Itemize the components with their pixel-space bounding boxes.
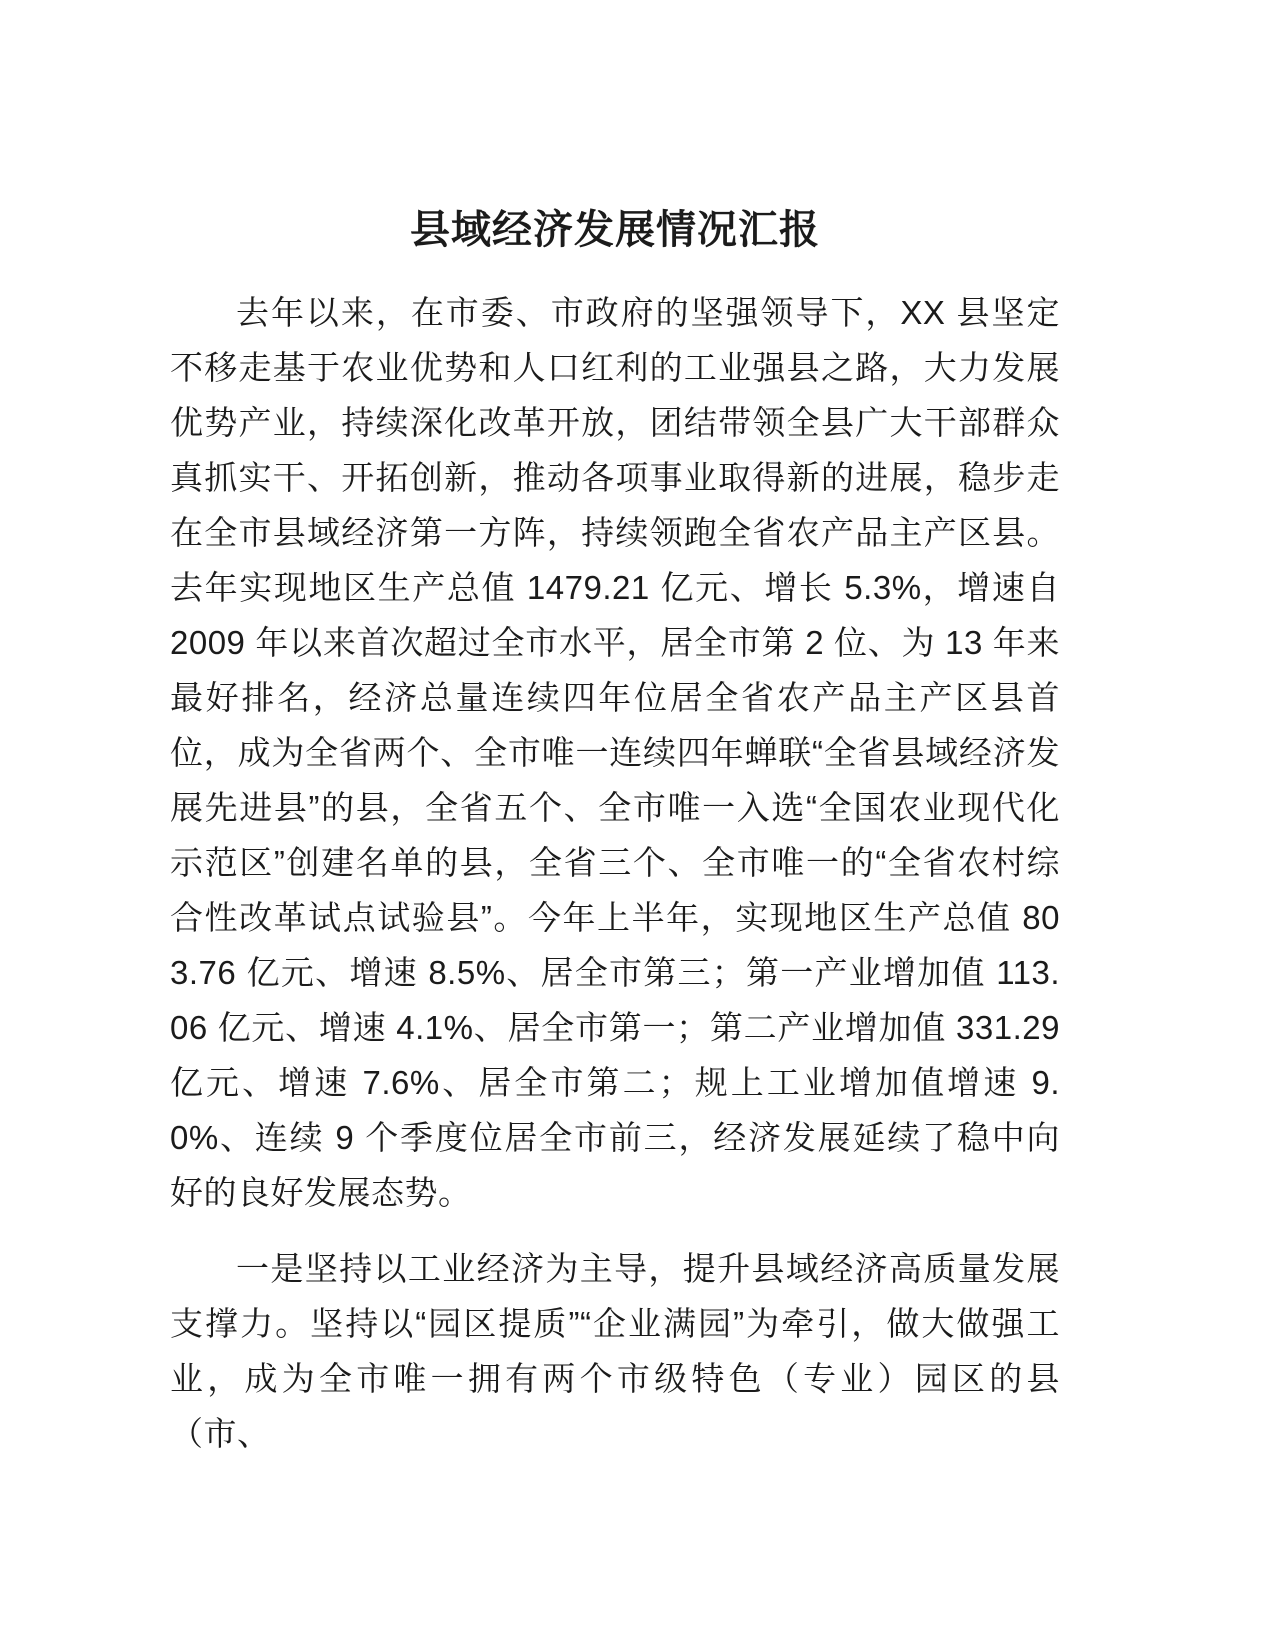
paragraph-1: 去年以来，在市委、市政府的坚强领导下，XX 县坚定不移走基于农业优势和人口红利的工业强县之路，大力发展优势产业，持续深化改革开放，团结带领全县广大干部群众真抓实干、开拓创新，推动各项事业取得新的进展，稳步走在全市县域经济第一方阵，持续领跑全省农产品主产区县。去年实现地区生产总值 1479.21 亿元、增长 5.3%，增速自 2009 年以来首次超过全市水平，居全市第 2 位、为 13 年来最好排名，经济总量连续四年位居全省农产品主产区县首位，成为全省两个、全市唯一连续四年蝉联“全省县域经济发展先进县”的县，全省五个、全市唯一入选“全国农业现代化示范区”创建名单的县，全省三个、全市唯一的“全省农村综合性改革试点试验县”。今年上半年，实现地区生产总值 803.76 亿元、增速 8.5%、居全市第三；第一产业增加值 113.06 亿元、增速 4.1%、居全市第一；第二产业增加值 331.29 亿元、增速 7.6%、居全市第二；规上工业增加值增速 9.0%、连续 9 个季度位居全市前三，经济发展延续了稳中向好的良好发展态势。 bbox=[170, 294, 1060, 1211]
document-body bbox=[170, 285, 1060, 1461]
document-title: 县域经济发展情况汇报 bbox=[410, 208, 820, 252]
paragraph-2: 一是坚持以工业经济为主导，提升县域经济高质量发展支撑力。坚持以“园区提质”“企业满园”为牵引，做大做强工业，成为全市唯一拥有两个市级特色（专业）园区的县（市、 bbox=[170, 1250, 1060, 1452]
